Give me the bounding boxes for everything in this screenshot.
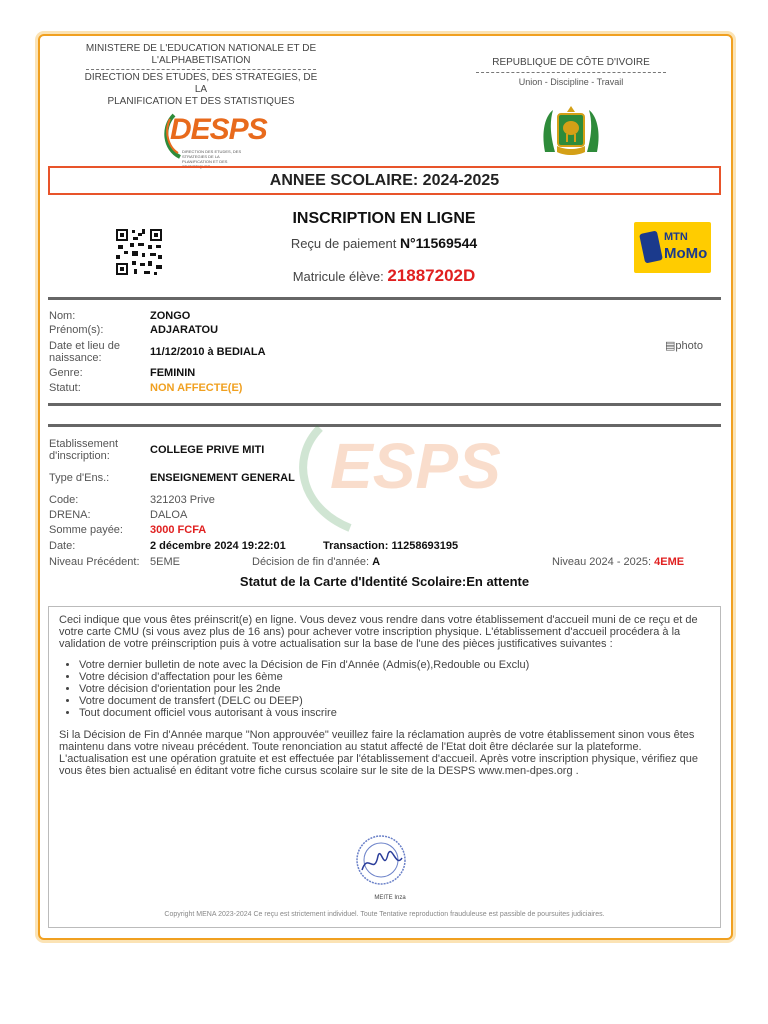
somme-label: Somme payée: xyxy=(49,524,123,536)
birth-value: 11/12/2010 à BEDIALA xyxy=(150,346,266,358)
decision-label: Décision de fin d'année: xyxy=(252,556,373,568)
image-icon: ▤ xyxy=(665,340,676,352)
receipt-label: Reçu de paiement xyxy=(290,236,400,251)
ministry-line-2: L'ALPHABETISATION xyxy=(151,55,251,66)
republic-name: REPUBLIQUE DE CÔTE D'IVOIRE xyxy=(492,57,650,68)
receipt-number: N°11569544 xyxy=(399,235,478,251)
decision-line xyxy=(252,556,380,568)
code-label: Code: xyxy=(49,494,79,506)
copyright-notice: Copyright MENA 2023-2024 Ce reçu est strictement individuel. Toute Tentative reproduction frauduleuse est passible de poursuites judiciaires. xyxy=(164,911,605,918)
momo-name: MoMo xyxy=(664,245,708,262)
photo-alt-text: photo xyxy=(675,340,703,352)
prenom-value: ADJARATOU xyxy=(150,324,219,336)
instructions-paragraph-2: Si la Décision de Fin d'Année marque "Non approuvée" veuillez faire la réclamation auprès de votre établissement sinon vous êtes maintenu dans votre niveau précédent. Toute renonciation au statut affecté de l'Etat doit être déclarée sur la plateforme. L'actualisation est une opération gratuite et est effectuée par l'établissement d'accueil. Après votre inscription physique, vérifiez que vous êtes bien actualisé en éditant votre fiche cursus scolaire sur le site de la DESPS www.men-dpes.org . xyxy=(59,729,698,777)
niveau-new-line xyxy=(552,556,684,568)
niveau-precedent-label: Niveau Précédent: xyxy=(49,556,140,568)
code-value: 321203 Prive xyxy=(150,494,215,506)
list-item: • Votre décision d'affectation pour les 6ème xyxy=(79,671,710,683)
statut-value: NON AFFECTE(E) xyxy=(150,382,243,394)
desps-logo-text: DESPS xyxy=(170,113,267,146)
momo-brand: MTN xyxy=(664,231,688,243)
prenom-label: Prénom(s): xyxy=(49,324,104,336)
date-value: 2 décembre 2024 19:22:01 xyxy=(150,540,286,552)
nom-label: Nom: xyxy=(49,310,76,322)
documents-list xyxy=(79,659,710,719)
list-item: • Votre décision d'orientation pour les 2nde xyxy=(79,683,710,695)
etab-label-1: Etablissement xyxy=(49,438,119,450)
matricule-value: 21887202D xyxy=(387,266,476,285)
official-stamp-icon xyxy=(348,832,414,892)
list-item: • Tout document officiel vous autorisant à vous inscrire xyxy=(79,707,710,719)
qr-code-icon xyxy=(108,227,168,277)
type-value: ENSEIGNEMENT GENERAL xyxy=(150,472,295,484)
card-status: Statut de la Carte d'Identité Scolaire:En attente xyxy=(239,574,530,589)
drena-label: DRENA: xyxy=(49,509,91,521)
date-label: Date: xyxy=(49,540,76,552)
direction-line-2: PLANIFICATION ET DES STATISTIQUES xyxy=(107,96,295,107)
phone-icon xyxy=(639,230,663,263)
desps-logo-subtitle: DIRECTION DES ETUDES, DES STRATEGIES DE LA PLANIFICATION ET DES STATISTIQUES xyxy=(182,149,242,169)
statut-label: Statut: xyxy=(49,382,81,394)
list-item: • Votre dernier bulletin de note avec la Décision de Fin d'Année (Admis(e),Redouble ou Exclu) xyxy=(79,659,710,671)
birth-label-2: naissance: xyxy=(49,352,102,364)
school-year-banner xyxy=(48,166,721,195)
niveau-precedent-value: 5EME xyxy=(150,556,180,568)
genre-value: FEMININ xyxy=(150,367,196,379)
signatory-name: MEITE Inza xyxy=(374,895,406,901)
matricule-line xyxy=(228,266,540,286)
republic-motto: Union - Discipline - Travail xyxy=(518,77,624,87)
decision-value: A xyxy=(372,556,381,568)
etab-value: COLLEGE PRIVE MITI xyxy=(150,444,265,456)
header-divider xyxy=(86,69,316,70)
desps-watermark-icon xyxy=(290,408,510,538)
drena-value: DALOA xyxy=(150,509,188,521)
republic-header xyxy=(476,57,666,87)
genre-label: Genre: xyxy=(49,367,83,379)
mtn-momo-logo xyxy=(634,222,711,273)
desps-logo xyxy=(160,105,267,169)
school-year-text: ANNEE SCOLAIRE: 2024-2025 xyxy=(269,171,500,189)
etab-label-2: d'inscription: xyxy=(49,450,110,462)
student-photo xyxy=(665,339,703,352)
list-item: • Votre document de transfert (DELC ou DEEP) xyxy=(79,695,710,707)
ministry-header xyxy=(78,43,324,108)
svg-text:ESPS: ESPS xyxy=(330,430,501,502)
page-title: INSCRIPTION EN LIGNE xyxy=(292,210,476,227)
receipt-line xyxy=(228,235,540,251)
ministry-line-1: MINISTERE DE L'EDUCATION NATIONALE ET DE xyxy=(85,43,317,54)
coat-of-arms-icon xyxy=(531,102,611,164)
section-divider xyxy=(48,297,721,300)
niveau-new-value: 4EME xyxy=(654,556,685,568)
nom-value: ZONGO xyxy=(150,310,191,322)
type-label: Type d'Ens.: xyxy=(49,472,110,484)
somme-value: 3000 FCFA xyxy=(150,524,207,536)
birth-label-1: Date et lieu de xyxy=(49,340,120,352)
niveau-new-label: Niveau 2024 - 2025: xyxy=(552,556,655,568)
transaction-value: Transaction: 11258693195 xyxy=(323,540,459,552)
republic-divider xyxy=(476,72,666,73)
matricule-label: Matricule élève: xyxy=(292,269,388,284)
section-divider xyxy=(48,403,721,406)
direction-line-1: DIRECTION DES ETUDES, DES STRATEGIES, DE LA xyxy=(84,72,318,95)
instructions-paragraph-1: Ceci indique que vous êtes préinscrit(e) en ligne. Vous devez vous rendre dans votre établissement d'accueil muni de ce reçu et de votre carte CMU (si vous avez plus de 16 ans) pour achever votre inscription physique. L'établissement d'accueil procédera à la validation de votre préinscription puis à votre actualisation sur la base de l'une des pièces justificatives suivantes : xyxy=(59,614,698,650)
